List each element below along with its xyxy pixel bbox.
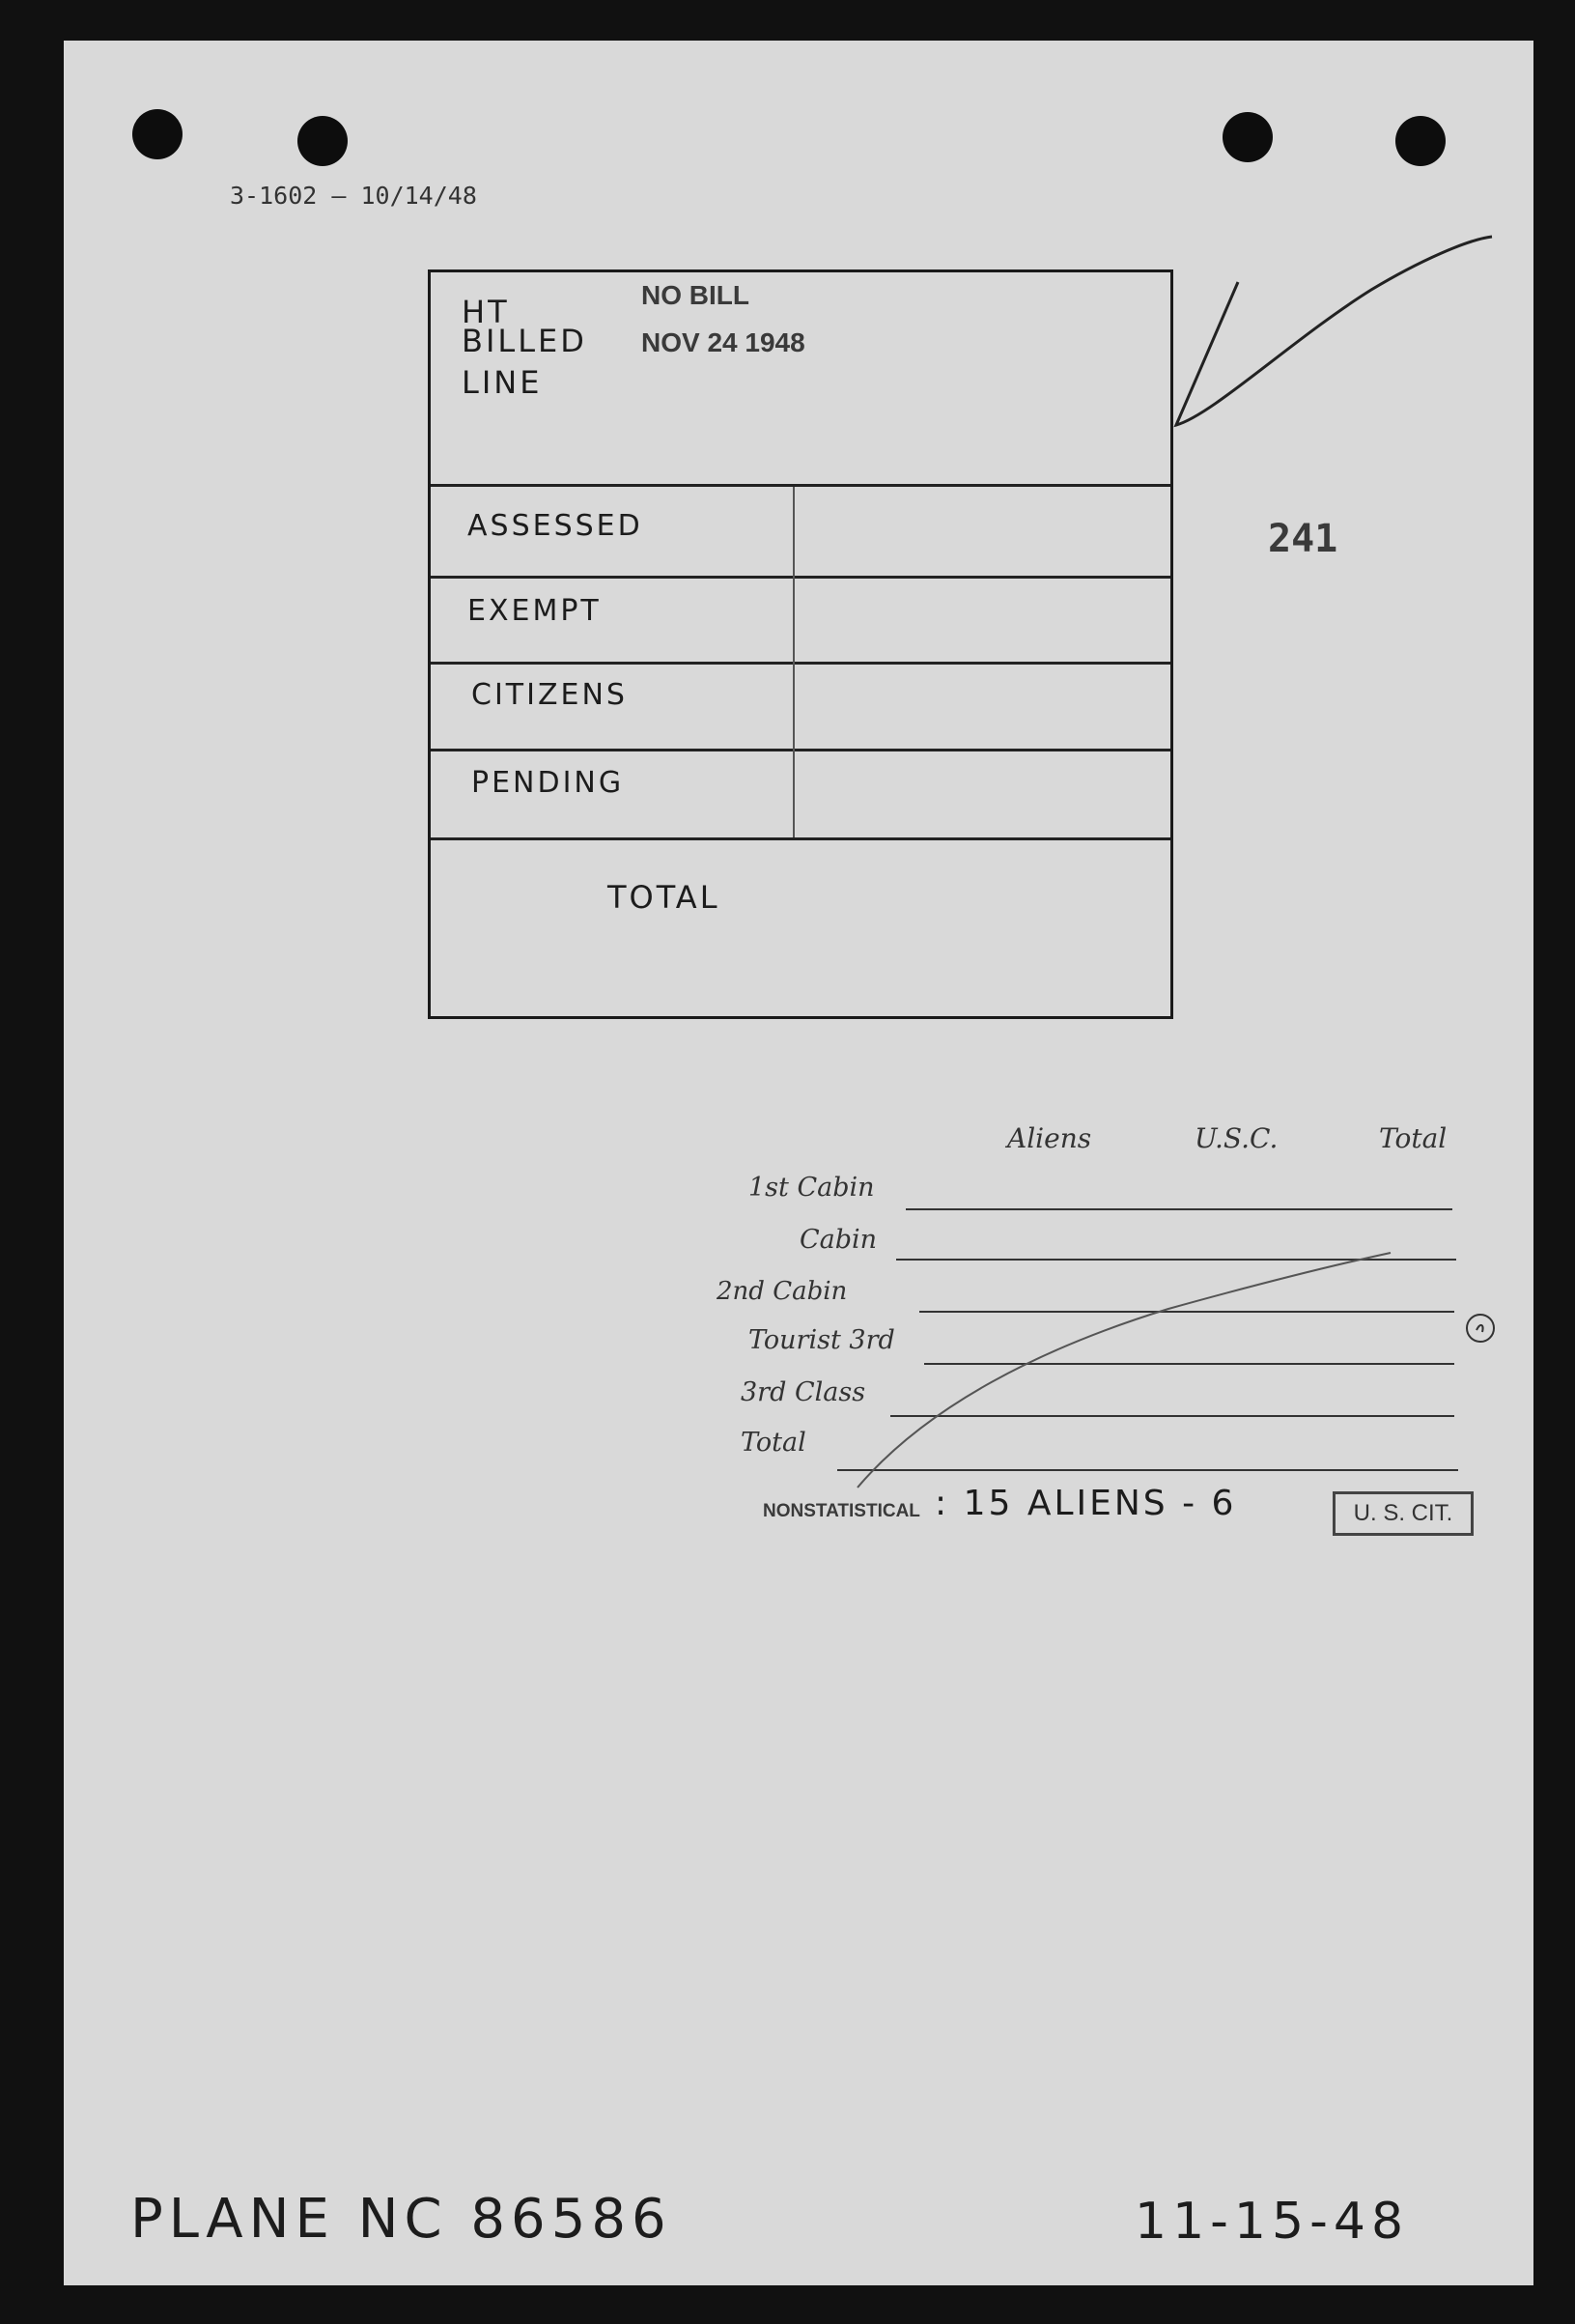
row-divider [431,662,1170,665]
class-row-label: 1st Cabin [748,1173,875,1203]
check-mark [1159,222,1506,444]
date-stamp: NOV 24 1948 [641,327,805,357]
row-label-assessed: ASSESSED [467,509,643,543]
row-divider [431,576,1170,579]
no-bill-stamp: NO BILL [641,280,749,310]
box-title-line: LINE [462,364,543,401]
row-label-exempt: EXEMPT [467,594,602,628]
row-divider [431,837,1170,840]
diagonal-strike-line [850,1241,1429,1492]
nonstatistical-label: NONSTATISTICAL [763,1501,920,1521]
punch-hole [132,109,183,159]
plane-number: PLANE NC 86586 [130,2188,672,2251]
column-header-total: Total [1379,1122,1448,1154]
class-row-label: 2nd Cabin [717,1277,848,1306]
box-title-line: HT [462,294,510,330]
circled-mark-icon [1463,1309,1502,1347]
class-row-label: 3rd Class [741,1377,866,1407]
reference-number: 3-1602 — 10/14/48 [230,182,477,210]
column-header-usc: U.S.C. [1195,1122,1279,1154]
class-row-label: Total [741,1428,806,1458]
nonstatistical-note: : 15 ALIENS - 6 [935,1484,1237,1523]
footer-date: 11-15-48 [1135,2193,1410,2251]
side-number: 241 [1268,517,1338,561]
punch-hole [1395,116,1446,166]
row-label-citizens: CITIZENS [471,678,628,712]
class-row-label: Cabin [800,1225,878,1255]
punch-hole [297,116,348,166]
box-title-line: BILLED [462,323,587,359]
row-divider [431,484,1170,487]
column-divider [793,487,795,837]
total-label: TOTAL [607,879,720,916]
column-header-aliens: Aliens [1007,1122,1092,1154]
punch-hole [1223,112,1273,162]
us-cit-stamp: U. S. CIT. [1333,1491,1474,1536]
row-divider [431,749,1170,751]
billing-box [428,269,1173,1019]
class-row-label: Tourist 3rd [748,1325,895,1355]
entry-line [906,1208,1452,1210]
row-label-pending: PENDING [471,766,625,800]
